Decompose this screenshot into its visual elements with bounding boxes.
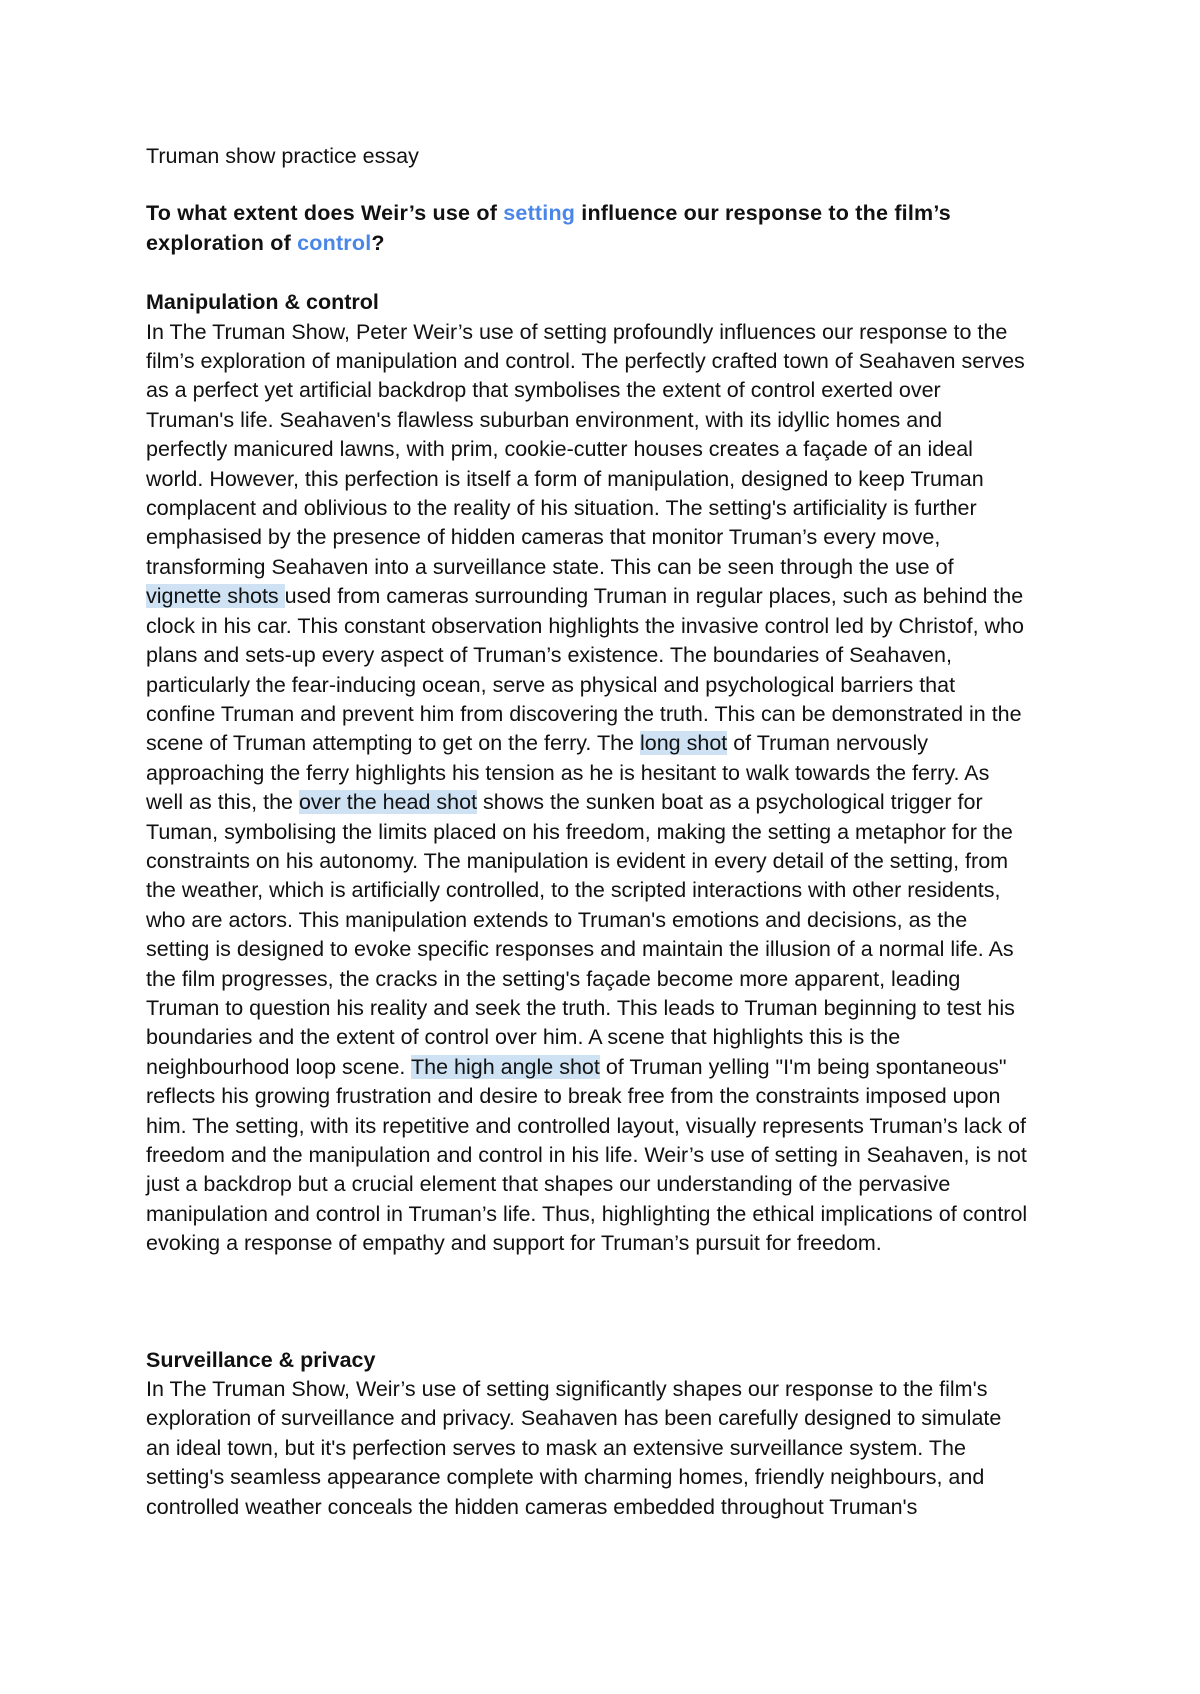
- section-heading-surveillance: Surveillance & privacy: [146, 1347, 376, 1372]
- paragraph-spacer: [146, 1259, 1066, 1346]
- text-line: controlled weather conceals the hidden cameras embedded throughout Truman's: [146, 1494, 918, 1519]
- text-run: of Truman yelling "I'm being spontaneous": [599, 1054, 1007, 1079]
- text-line: [146, 729, 1066, 758]
- text-line: film’s exploration of manipulation and control. The perfectly crafted town of Seahaven serves: [146, 349, 1025, 374]
- text-line: In The Truman Show, Peter Weir’s use of setting profoundly influences our response to the: [146, 319, 1008, 344]
- section-paragraph-manipulation: [146, 318, 1066, 1259]
- text-line: perfectly manicured lawns, with prim, cookie-cutter houses creates a façade of an ideal: [146, 437, 973, 462]
- text-line: Tuman, symbolising the limits placed on his freedom, making the setting a metaphor for the: [146, 819, 1013, 844]
- text-line: the film progresses, the cracks in the setting's façade become more apparent, leading: [146, 966, 961, 991]
- essay-question: [146, 199, 1066, 258]
- text-run: scene of Truman attempting to get on the ferry. The: [146, 731, 640, 756]
- text-line: clock in his car. This constant observation highlights the invasive control led by Christof, who: [146, 613, 1024, 638]
- text-line: [146, 582, 1066, 611]
- text-run: neighbourhood loop scene.: [146, 1054, 411, 1079]
- text-run: well as this, the: [146, 790, 299, 815]
- text-line: boundaries and the extent of control over him. A scene that highlights this is the: [146, 1025, 901, 1050]
- text-line: freedom and the manipulation and control in his life. Weir’s use of setting in Seahaven, is not: [146, 1143, 1027, 1167]
- text-line: an ideal town, but it's perfection serves to mask an extensive surveillance system. The: [146, 1435, 966, 1460]
- question-text: ?: [371, 230, 385, 255]
- section-heading-manipulation: Manipulation & control: [146, 290, 379, 315]
- text-line: who are actors. This manipulation extends to Truman's emotions and decisions, as the: [146, 907, 968, 932]
- text-line: evoking a response of empathy and support for Truman’s pursuit for freedom.: [146, 1231, 882, 1256]
- text-line: just a backdrop but a crucial element that shapes our understanding of the pervasive: [146, 1172, 951, 1197]
- text-line: constraints on his autonomy. The manipulation is evident in every detail of the setting, from: [146, 848, 1009, 873]
- text-line: emphasised by the presence of hidden cameras that monitor Truman’s every move,: [146, 525, 941, 550]
- text-line: exploration of surveillance and privacy. Seahaven has been carefully designed to simulate: [146, 1406, 1002, 1431]
- document-body: [146, 142, 1066, 1522]
- text-line: setting is designed to evoke specific responses and maintain the illusion of a normal life. As: [146, 937, 1014, 962]
- keyword-setting: setting: [503, 201, 576, 226]
- text-line: plans and sets-up every aspect of Truman’s existence. The boundaries of Seahaven,: [146, 643, 952, 668]
- text-line: [146, 1053, 1066, 1082]
- text-line: setting's seamless appearance complete with charming homes, friendly neighbours, and: [146, 1465, 985, 1490]
- text-line: manipulation and control in Truman’s life. Thus, highlighting the ethical implications of control: [146, 1201, 1028, 1226]
- text-line: Truman's life. Seahaven's flawless suburban environment, with its idyllic homes and: [146, 407, 943, 432]
- text-line: the weather, which is artificially controlled, to the scripted interactions with other residents,: [146, 878, 1001, 903]
- text-line: transforming Seahaven into a surveillance state. This can be seen through the use of: [146, 554, 954, 579]
- highlight-over-the-head-shot: over the head shot: [298, 790, 478, 815]
- text-line: In The Truman Show, Weir’s use of setting significantly shapes our response to the film's: [146, 1377, 988, 1402]
- text-line: complacent and oblivious to the reality of his situation. The setting's artificiality is further: [146, 496, 977, 521]
- question-text: influence our response to the film’s: [575, 201, 951, 226]
- text-run: used from cameras surrounding Truman in regular places, such as behind the: [284, 584, 1024, 609]
- text-line: reflects his growing frustration and desire to break free from the constraints imposed upon: [146, 1084, 1001, 1109]
- text-run: of Truman nervously: [727, 731, 929, 756]
- text-run: shows the sunken boat as a psychological trigger for: [477, 790, 983, 815]
- text-line: confine Truman and prevent him from discovering the truth. This can be demonstrated in the: [146, 701, 1022, 726]
- text-line: world. However, this perfection is itself a form of manipulation, designed to keep Truman: [146, 466, 984, 491]
- question-text: exploration of: [146, 230, 298, 255]
- text-line: him. The setting, with its repetitive and controlled layout, visually represents Truman’s lack of: [146, 1113, 1026, 1138]
- text-line: [146, 788, 1066, 817]
- text-line: particularly the fear-inducing ocean, serve as physical and psychological barriers that: [146, 672, 956, 697]
- document-title: Truman show practice essay: [146, 144, 419, 168]
- section-paragraph-surveillance: [146, 1375, 1066, 1522]
- question-text: To what extent does Weir’s use of: [146, 201, 504, 226]
- text-line: as a perfect yet artificial backdrop that symbolises the extent of control exerted over: [146, 378, 941, 403]
- text-line: approaching the ferry highlights his tension as he is hesitant to walk towards the ferry. As: [146, 760, 990, 785]
- highlight-long-shot: long shot: [639, 731, 728, 756]
- highlight-high-angle-shot: The high angle shot: [411, 1054, 600, 1079]
- highlight-vignette-shots: vignette shots: [146, 584, 285, 609]
- keyword-control: control: [297, 230, 372, 255]
- text-line: Truman to question his reality and seek the truth. This leads to Truman beginning to test his: [146, 995, 1015, 1020]
